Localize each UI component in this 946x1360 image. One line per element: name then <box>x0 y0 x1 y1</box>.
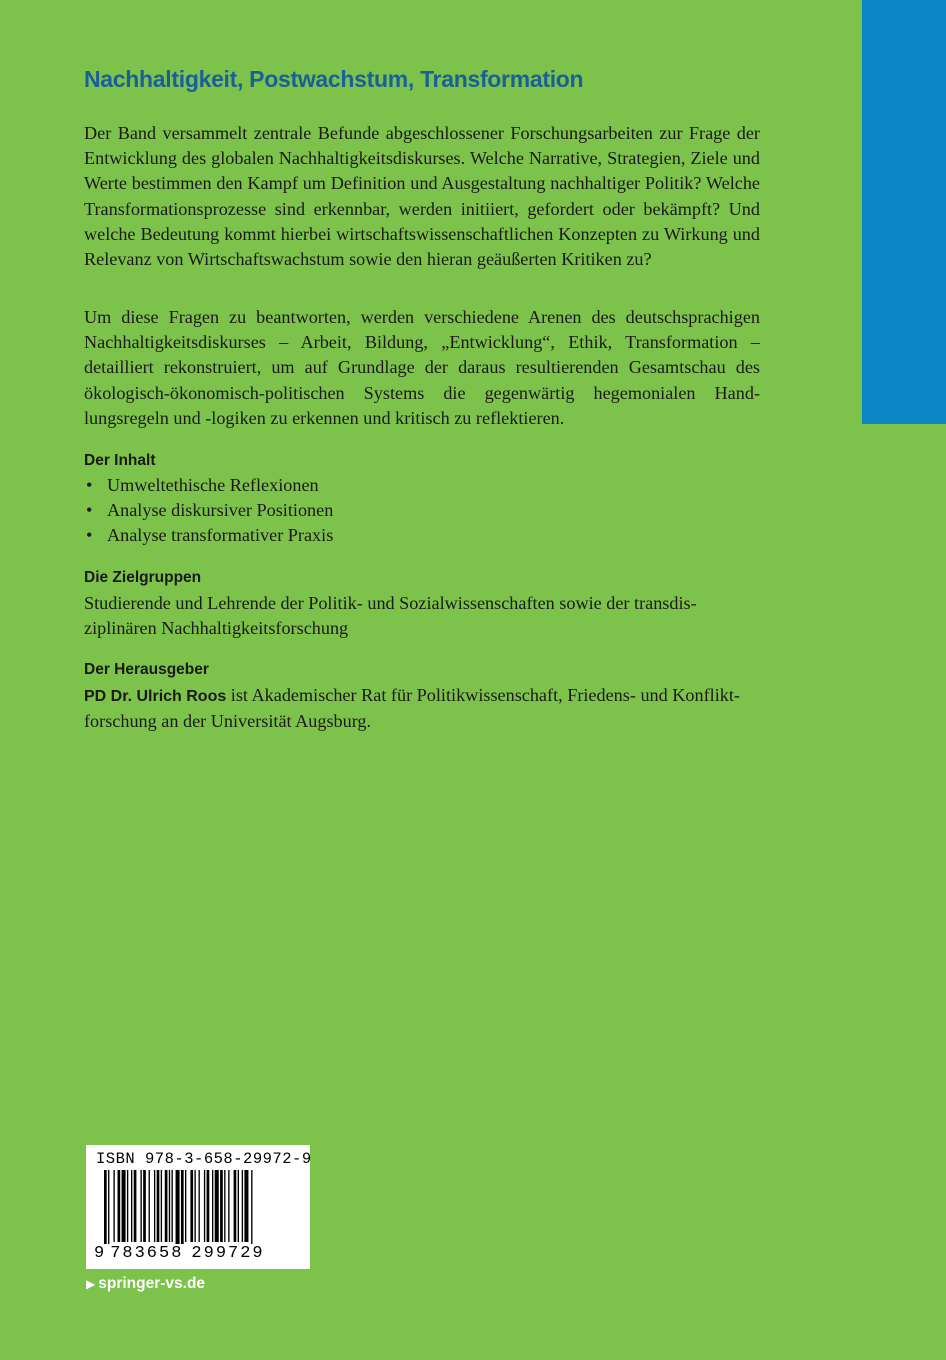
barcode-bar <box>169 1170 170 1242</box>
barcode-bar <box>131 1170 132 1242</box>
barcode-bar <box>149 1170 150 1242</box>
barcode-bar <box>244 1170 248 1242</box>
website-text: springer-vs.de <box>98 1275 206 1292</box>
barcode-first-digit: 9 <box>94 1244 105 1263</box>
publisher-website[interactable] <box>86 1275 205 1293</box>
barcode-bar <box>172 1170 173 1242</box>
audience-heading: Die Zielgruppen <box>84 569 202 586</box>
barcode-bar <box>238 1170 239 1242</box>
barcode-bar <box>134 1170 137 1242</box>
barcode-bar <box>143 1170 146 1242</box>
editor-bio: ist Akademischer Rat für Politikwissenschaft, Friedens- und Konfliktforschung an der Universität Augsburg. <box>84 685 740 732</box>
barcode-bar <box>204 1170 205 1242</box>
barcode-bars <box>94 1170 304 1252</box>
list-item: • Umweltethische Reflexionen <box>84 473 333 498</box>
editor-name: PD Dr. Ulrich Roos <box>84 688 227 705</box>
editor-text <box>84 683 760 734</box>
bullet: • <box>86 525 93 546</box>
isbn-barcode <box>86 1145 310 1269</box>
list-item: • Analyse diskursiver Positionen <box>84 498 333 523</box>
barcode-right-digits: 299729 <box>191 1244 265 1263</box>
barcode-bar <box>190 1170 193 1242</box>
barcode-bar <box>176 1170 180 1252</box>
barcode-bar <box>199 1170 200 1242</box>
description-paragraph-1: Der Band versammelt zentrale Befunde abgeschlossener Forschungsarbeiten zur Frage der Entwicklung des globalen Nachhaltigkeitsdiskurses. Welche Narrative, Strategien, Ziele und Werte bestimmen den Kampf um Definition und Ausgestaltung nachhaltiger Politik? Welche Transformationsprozesse sind erkennbar, werden initiiert, gefordert oder bekämpft? Und welche Bedeutung kommt hierbei wirtschaftswissenschaftlichen Konzepten zu Wirkung und Relevanz von Wirtschaftswachstum sowie den hieran geäußerten Kritiken zu? <box>84 123 760 270</box>
barcode-bar <box>104 1170 107 1252</box>
book-title: Nachhaltigkeit, Postwachstum, Transformation <box>84 66 584 92</box>
barcode-bar <box>215 1170 219 1242</box>
barcode-bar <box>108 1170 109 1252</box>
accent-strip <box>862 0 946 424</box>
barcode-bar <box>140 1170 141 1242</box>
barcode-bar <box>165 1170 168 1242</box>
list-item: • Analyse transformativer Praxis <box>84 523 333 548</box>
barcode-bar <box>122 1170 126 1242</box>
barcode-bar <box>228 1170 229 1242</box>
barcode-bar <box>127 1170 128 1242</box>
barcode-bar <box>251 1170 252 1252</box>
barcode-bar <box>157 1170 160 1242</box>
barcode-digits <box>94 1244 265 1263</box>
barcode-left-digits: 783658 <box>110 1244 184 1263</box>
description-paragraph-2: Um diese Fragen zu beantworten, werden verschiedene Arenen des deutschsprachigen Nachhaltigkeitsdiskurses – Arbeit, Bildung, „Entwicklung“, Ethik, Transformation – detailliert rekonstruiert, um auf Grundlage der daraus resultierenden Gesamtschau des ökologisch-ökonomisch-politischen Systems die gegenwärtig hegemonialen Handlungsregeln und -logiken zu erkennen und kritisch zu reflektieren. <box>84 307 760 428</box>
contents-list <box>84 473 333 549</box>
bullet: • <box>86 500 93 521</box>
barcode-bar <box>220 1170 223 1242</box>
barcode-bar <box>242 1170 243 1242</box>
barcode-bar <box>207 1170 210 1242</box>
barcode-bar <box>181 1170 184 1252</box>
contents-heading: Der Inhalt <box>84 452 156 469</box>
barcode-bar <box>194 1170 195 1242</box>
barcode-bar <box>118 1170 121 1242</box>
barcode-bar <box>185 1170 186 1242</box>
barcode-bar <box>154 1170 155 1242</box>
barcode-bar <box>113 1170 114 1242</box>
isbn-label: ISBN 978-3-658-29972-9 <box>96 1150 312 1168</box>
audience-text: Studierende und Lehrende der Politik- und Sozialwissenschaften sowie der transdisziplinären Nachhaltigkeitsforschung <box>84 593 697 639</box>
barcode-bar <box>212 1170 213 1242</box>
barcode-bar <box>224 1170 225 1242</box>
barcode-bar <box>161 1170 162 1242</box>
triangle-arrow-icon: ▶ <box>86 1277 96 1291</box>
bullet: • <box>86 475 93 495</box>
editor-heading: Der Herausgeber <box>84 661 209 678</box>
barcode-bar <box>234 1170 237 1242</box>
